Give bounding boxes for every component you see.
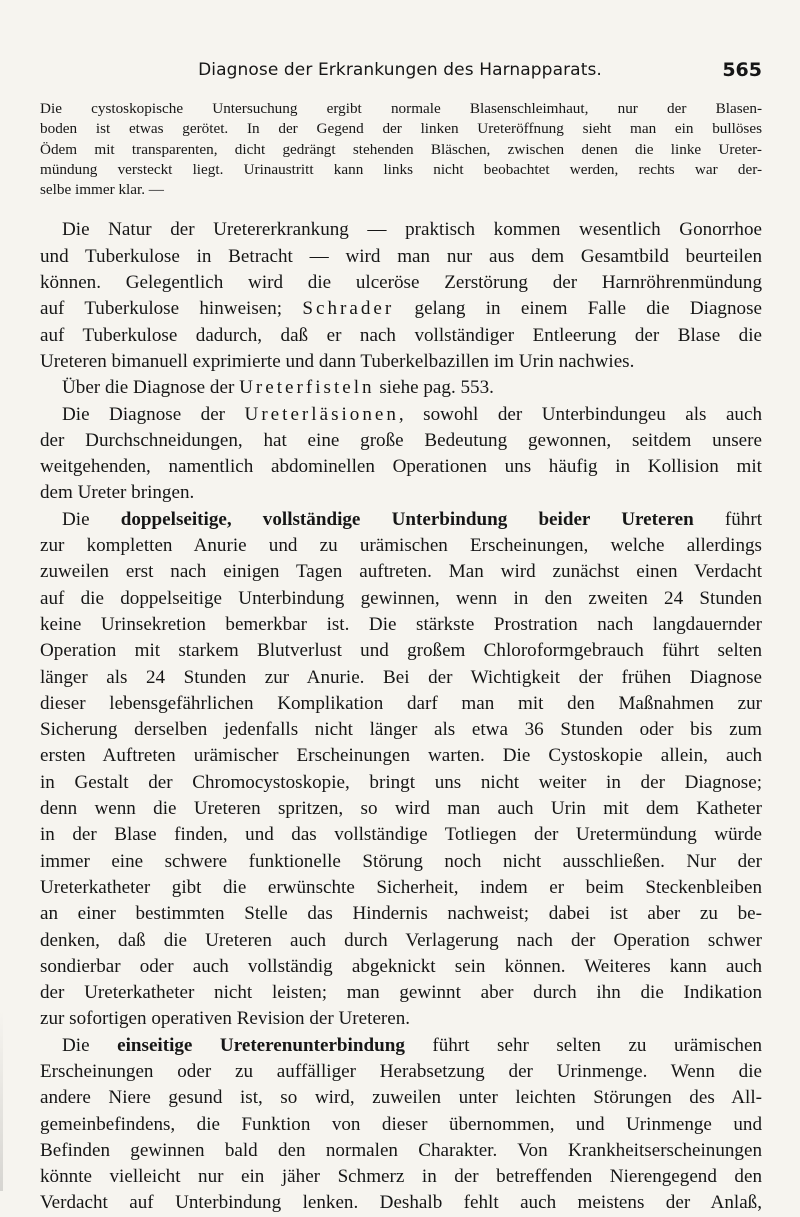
text-segment: auf Tuberkulose hinweisen; — [40, 298, 303, 320]
paragraph-unilateral-ligation — [40, 1033, 762, 1217]
text-line — [40, 1033, 762, 1059]
text-segment: führt sehr selten zu urämischen — [404, 1034, 762, 1056]
text-line: boden ist etwas gerötet. In der Gegend der linken Ureteröffnung sieht man ein bullöses — [40, 120, 762, 138]
text-line: Erscheinungen oder zu auffälliger Herabsetzung der Urinmenge. Wenn die — [40, 1060, 762, 1082]
page-content — [40, 99, 762, 1217]
text-line — [40, 507, 762, 533]
text-line: in Gestalt der Chromocystoskopie, bringt uns nicht weiter in der Diagnose; — [40, 771, 762, 793]
text-line: und Tuberkulose in Betracht — wird man nur aus dem Gesamtbild beurteilen — [40, 245, 762, 267]
text-segment: Die — [62, 508, 121, 530]
paragraph-bilateral-ligation — [40, 507, 762, 1033]
text-segment: gelang in einem Falle die Diagnose — [394, 298, 762, 320]
text-line: der Durchschneidungen, hat eine große Bedeutung gewonnen, seitdem unsere — [40, 429, 762, 451]
text-line: sondierbar oder auch vollständig abgeknickt sein können. Weiteres kann auch — [40, 955, 762, 977]
text-segment: siehe pag. 553. — [374, 377, 494, 399]
text-line: der Ureterkatheter nicht leisten; man gewinnt aber durch ihn die Indikation — [40, 982, 762, 1004]
text-line: Operation mit starkem Blutverlust und großem Chloroformgebrauch führt selten — [40, 640, 762, 662]
paragraph-nature — [40, 217, 762, 375]
text-line: keine Urinsekretion bemerkbar ist. Die stärkste Prostration nach langdauernder — [40, 613, 762, 635]
running-head — [38, 56, 762, 84]
running-title: Diagnose der Erkrankungen des Harnapparats. — [198, 60, 602, 80]
paragraph-fistula — [40, 375, 762, 401]
main-text — [40, 217, 762, 1216]
text-segment: Die — [62, 1034, 118, 1056]
text-line: dem Ureter bringen. — [40, 482, 195, 504]
text-line: zur kompletten Anurie und zu urämischen Erscheinungen, welche allerdings — [40, 535, 762, 557]
text-line: denn wenn die Ureteren spritzen, so wird man auch Urin mit dem Katheter — [40, 798, 762, 820]
text-line: auf die doppelseitige Unterbindung gewinnen, wenn in den zweiten 24 Stunden — [40, 587, 762, 609]
text-line: weitgehenden, namentlich abdominellen Operationen uns häufig in Kollision mit — [40, 456, 762, 478]
case-report-paragraph — [40, 99, 762, 200]
text-line: Die Natur der Uretererkrankung — praktisch kommen wesentlich Gonorrhoe — [62, 219, 762, 241]
text-line — [40, 402, 762, 428]
text-line: Verdacht auf Unterbindung lenken. Deshalb fehlt auch meistens der Anlaß, — [40, 1192, 762, 1214]
text-line: dieser lebensgefährlichen Komplikation darf man mit den Maßnahmen zur — [40, 692, 762, 714]
text-line: zuweilen erst nach einigen Tagen auftreten. Man wird zunächst einen Verdacht — [40, 561, 762, 583]
text-line: Sicherung derselben jedenfalls nicht länger als etwa 36 Stunden oder bis zum — [40, 719, 762, 741]
emphasis-term: Ureterfisteln — [239, 377, 375, 399]
text-line: können. Gelegentlich wird die ulceröse Zerstörung der Harnröhrenmündung — [40, 272, 762, 294]
bold-heading-term: doppelseitige, vollständige Unterbindung beider Ureteren — [120, 508, 694, 530]
text-segment: Über die Diagnose der — [62, 377, 240, 399]
text-line: Ureteren bimanuell exprimierte und dann Tuberkelbazillen im Urin nachwies. — [40, 350, 635, 372]
text-line: andere Niere gesund ist, so wird, zuweilen unter leichten Störungen des All- — [40, 1087, 762, 1109]
text-line: Ureterkatheter gibt die erwünschte Sicherheit, indem er beim Steckenbleiben — [40, 876, 762, 898]
text-line: auf Tuberkulose dadurch, daß er nach vollständiger Entleerung der Blase die — [40, 324, 762, 346]
text-line: in der Blase finden, und das vollständige Totliegen der Uretermündung würde — [40, 824, 762, 846]
text-line: Die cystoskopische Untersuchung ergibt normale Blasenschleimhaut, nur der Blasen- — [40, 100, 762, 117]
text-line: gemeinbefindens, die Funktion von dieser übernommen, und Urinmenge und — [40, 1113, 762, 1135]
text-line: Befinden gewinnen bald den normalen Charakter. Von Krankheitserscheinungen — [40, 1139, 762, 1161]
text-segment: Die Diagnose der — [62, 403, 245, 425]
text-line: mündung versteckt liegt. Urinaustritt kann links nicht beobachtet werden, rechts war der- — [40, 160, 762, 178]
text-line — [40, 375, 762, 401]
text-line: ersten Auftreten urämischer Erscheinungen warten. Die Cystoskopie allein, auch — [40, 745, 762, 767]
text-line: denken, daß die Ureteren auch durch Verlagerung nach der Operation schwer — [40, 929, 762, 951]
bold-heading-term: einseitige Ureterenunterbindung — [117, 1034, 405, 1056]
text-line: selbe immer klar. — — [40, 181, 164, 199]
emphasis-term: Ureterläsionen — [244, 403, 399, 425]
text-line: länger als 24 Stunden zur Anurie. Bei der Wichtigkeit der frühen Diagnose — [40, 666, 762, 688]
text-line: immer eine schwere funktionelle Störung noch nicht ausschließen. Nur der — [40, 850, 762, 872]
text-segment: führt — [693, 508, 763, 530]
author-name: Schrader — [302, 298, 395, 320]
text-line: Ödem mit transparenten, dicht gedrängt stehenden Bläschen, zwischen denen die linke Ureter- — [40, 140, 762, 158]
page-number: 565 — [722, 59, 762, 81]
text-line: zur sofortigen operativen Revision der Ureteren. — [40, 1008, 411, 1030]
text-line: könnte vielleicht nur ein jäher Schmerz in der betreffenden Nierengegend den — [40, 1166, 762, 1188]
text-segment: , sowohl der Unterbindungeu als auch — [398, 403, 762, 425]
paragraph-lesions — [40, 402, 762, 507]
text-line: an einer bestimmten Stelle das Hindernis nachweist; dabei ist aber zu be- — [40, 903, 762, 925]
text-line — [40, 296, 762, 322]
